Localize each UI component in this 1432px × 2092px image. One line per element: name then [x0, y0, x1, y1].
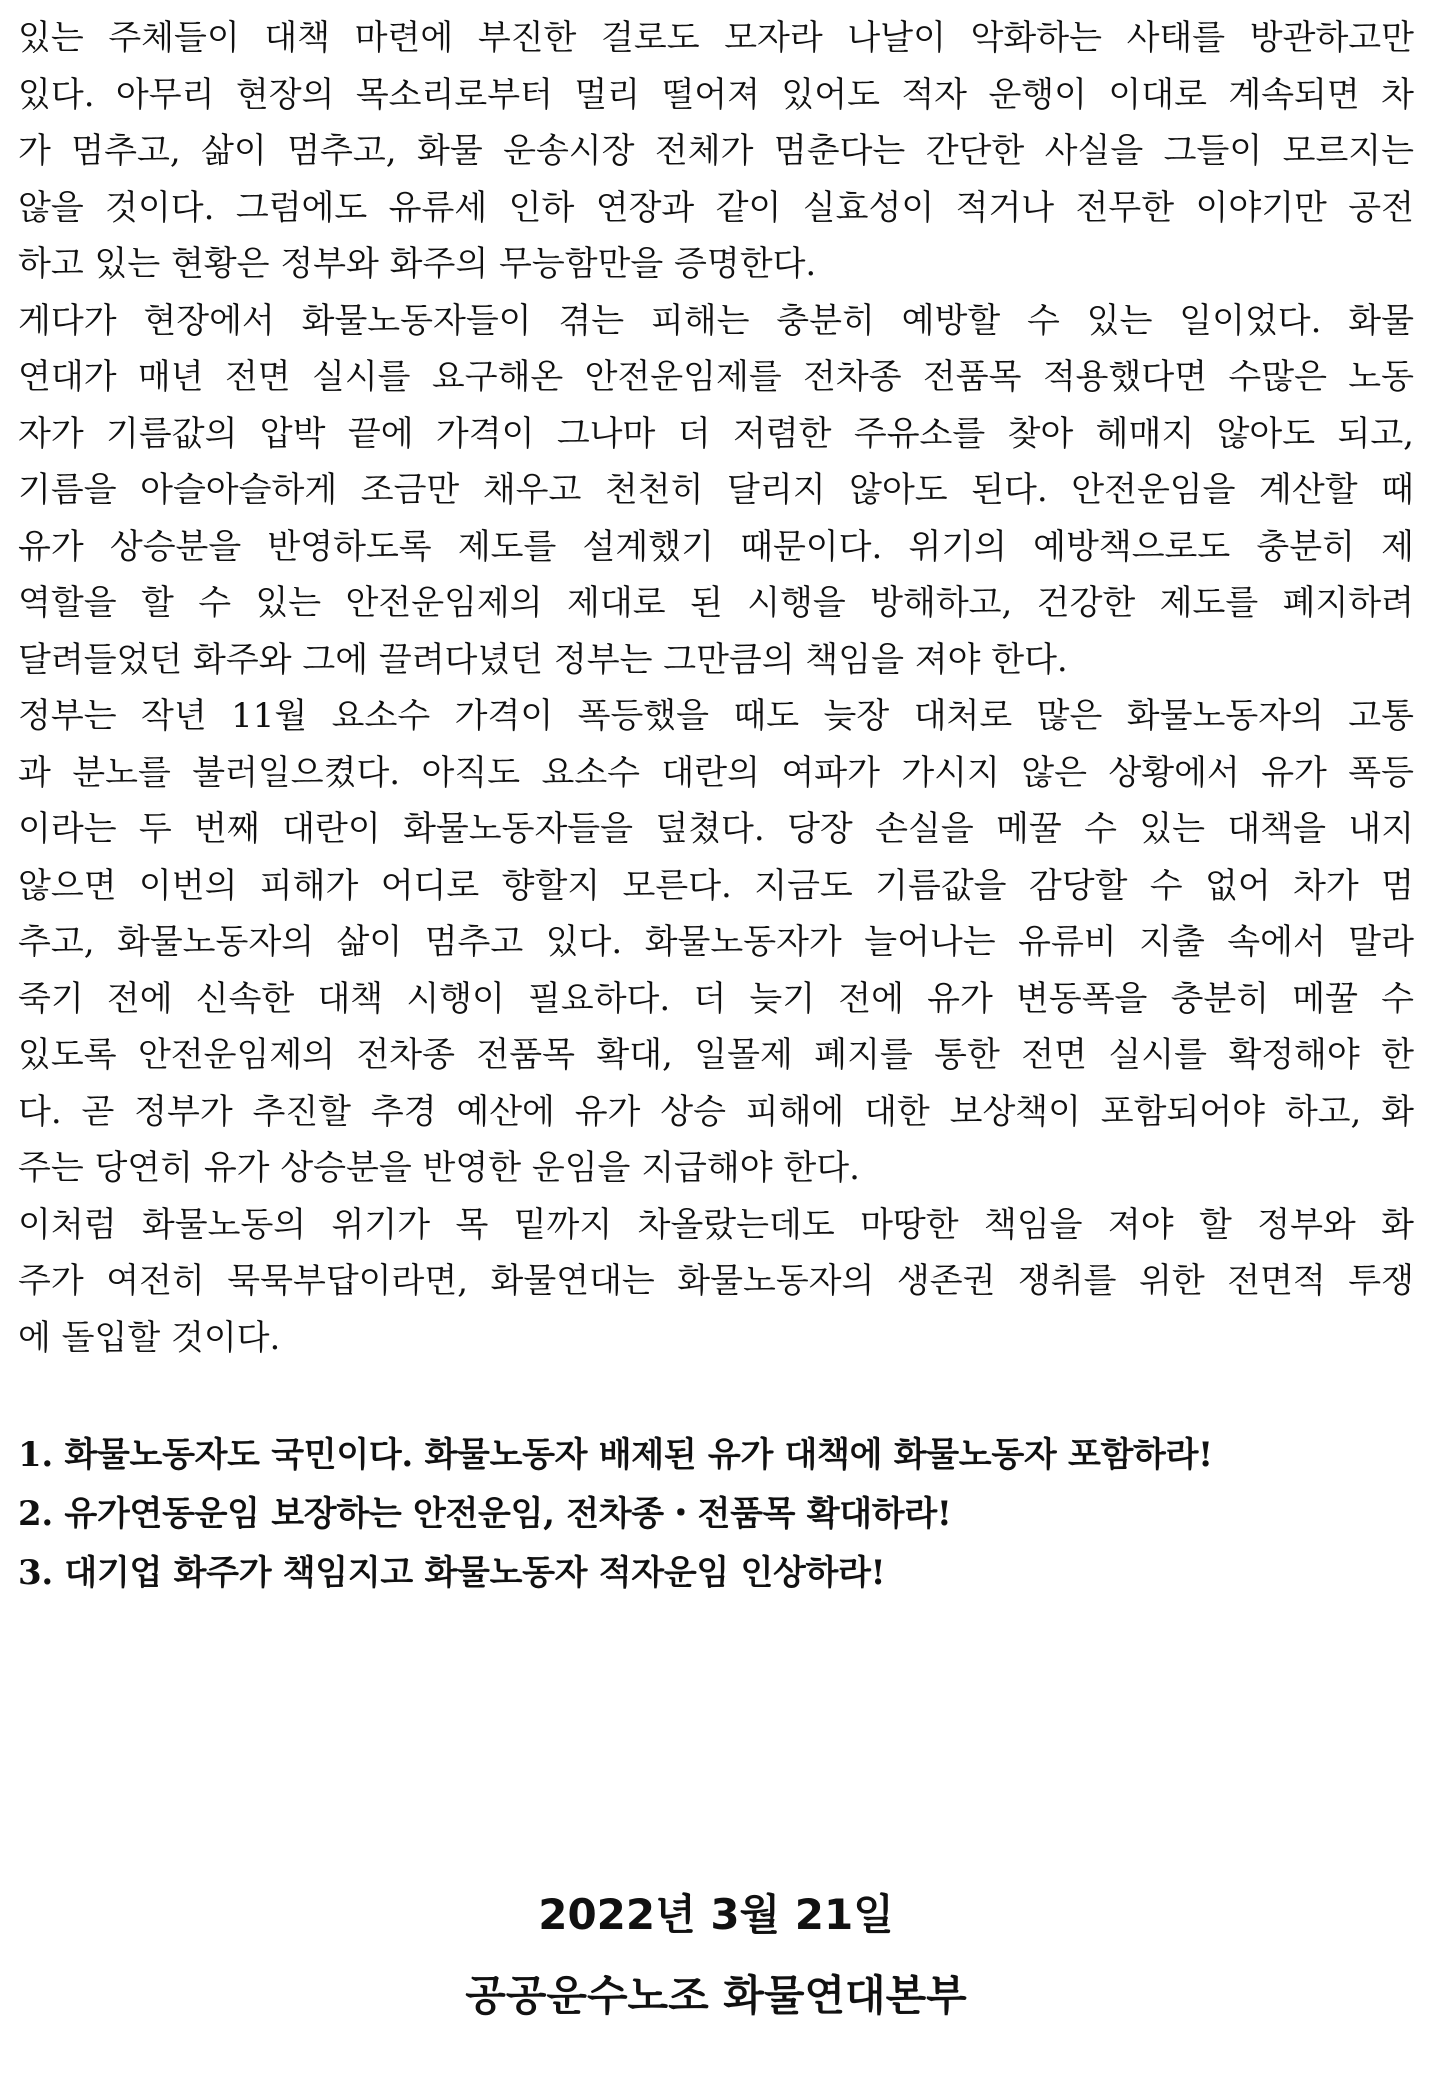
- body-line: 게다가 현장에서 화물노동자들이 겪는 피해는 충분히 예방할 수 있는 일이었다. 화물: [18, 300, 1414, 341]
- body-line: 다. 곧 정부가 추진할 추경 예산에 유가 상승 피해에 대한 보상책이 포함되어야 하고, 화: [18, 1091, 1414, 1132]
- body-line: 달려들었던 화주와 그에 끌려다녔던 정부는 그만큼의 책임을 져야 한다.: [18, 639, 1068, 680]
- body-line: 이라는 두 번째 대란이 화물노동자들을 덮쳤다. 당장 손실을 메꿀 수 있는 대책을 내지: [18, 809, 1414, 849]
- demand-item-3: 3. 대기업 화주가 책임지고 화물노동자 적자운임 인상하라!: [18, 1553, 886, 1593]
- body-line: 가 멈추고, 삶이 멈추고, 화물 운송시장 전체가 멈춘다는 간단한 사실을 그들이 모르지는: [18, 131, 1414, 171]
- demand-item-1: 1. 화물노동자도 국민이다. 화물노동자 배제된 유가 대책에 화물노동자 포함하라!: [18, 1435, 1213, 1475]
- body-line: 주가 여전히 묵묵부답이라면, 화물연대는 화물노동자의 생존권 쟁취를 위한 전면적 투쟁: [18, 1261, 1414, 1301]
- signature-date: 2022년 3월 21일: [538, 1890, 894, 1939]
- body-line: 않으면 이번의 피해가 어디로 향할지 모른다. 지금도 기름값을 감당할 수 없어 차가 멈: [18, 865, 1414, 906]
- demand-item-2: 2. 유가연동운임 보장하는 안전운임, 전차종・전품목 확대하라!: [18, 1494, 952, 1534]
- body-line: 있다. 아무리 현장의 목소리로부터 멀리 떨어져 있어도 적자 운행이 이대로 계속되면 차: [18, 74, 1414, 115]
- body-line: 추고, 화물노동자의 삶이 멈추고 있다. 화물노동자가 늘어나는 유류비 지출 속에서 말라: [18, 922, 1414, 962]
- signature-organization: 공공운수노조 화물연대본부: [465, 1971, 967, 2020]
- body-line: 하고 있는 현황은 정부와 화주의 무능함만을 증명한다.: [18, 244, 817, 284]
- body-line: 에 돌입할 것이다.: [18, 1317, 281, 1358]
- body-line: 역할을 할 수 있는 안전운임제의 제대로 된 시행을 방해하고, 건강한 제도를 폐지하려: [18, 583, 1414, 623]
- body-line: 주는 당연히 유가 상승분을 반영한 운임을 지급해야 한다.: [18, 1148, 860, 1188]
- body-line: 않을 것이다. 그럼에도 유류세 인하 연장과 같이 실효성이 적거나 전무한 이야기만 공전: [18, 187, 1414, 228]
- body-line: 있도록 안전운임제의 전차종 전품목 확대, 일몰제 폐지를 통한 전면 실시를 확정해야 한: [18, 1035, 1414, 1075]
- body-line: 과 분노를 불러일으켰다. 아직도 요소수 대란의 여파가 가시지 않은 상황에서 유가 폭등: [18, 752, 1414, 793]
- body-line: 자가 기름값의 압박 끝에 가격이 그나마 더 저렴한 주유소를 찾아 헤매지 않아도 되고,: [18, 413, 1414, 454]
- statement-body: [18, 10, 1414, 1366]
- body-line: 기름을 아슬아슬하게 조금만 채우고 천천히 달리지 않아도 된다. 안전운임을 계산할 때: [18, 470, 1414, 510]
- demands-list: [18, 1426, 1414, 1603]
- body-line: 있는 주체들이 대책 마련에 부진한 걸로도 모자라 나날이 악화하는 사태를 방관하고만: [18, 18, 1414, 58]
- body-line: 이처럼 화물노동의 위기가 목 밑까지 차올랐는데도 마땅한 책임을 져야 할 정부와 화: [18, 1204, 1414, 1245]
- body-line: 정부는 작년 11월 요소수 가격이 폭등했을 때도 늦장 대처로 많은 화물노동자의 고통: [18, 696, 1414, 736]
- body-line: 연대가 매년 전면 실시를 요구해온 안전운임제를 전차종 전품목 적용했다면 수많은 노동: [18, 357, 1414, 397]
- body-line: 죽기 전에 신속한 대책 시행이 필요하다. 더 늦기 전에 유가 변동폭을 충분히 메꿀 수: [18, 978, 1414, 1019]
- body-line: 유가 상승분을 반영하도록 제도를 설계했기 때문이다. 위기의 예방책으로도 충분히 제: [18, 526, 1414, 567]
